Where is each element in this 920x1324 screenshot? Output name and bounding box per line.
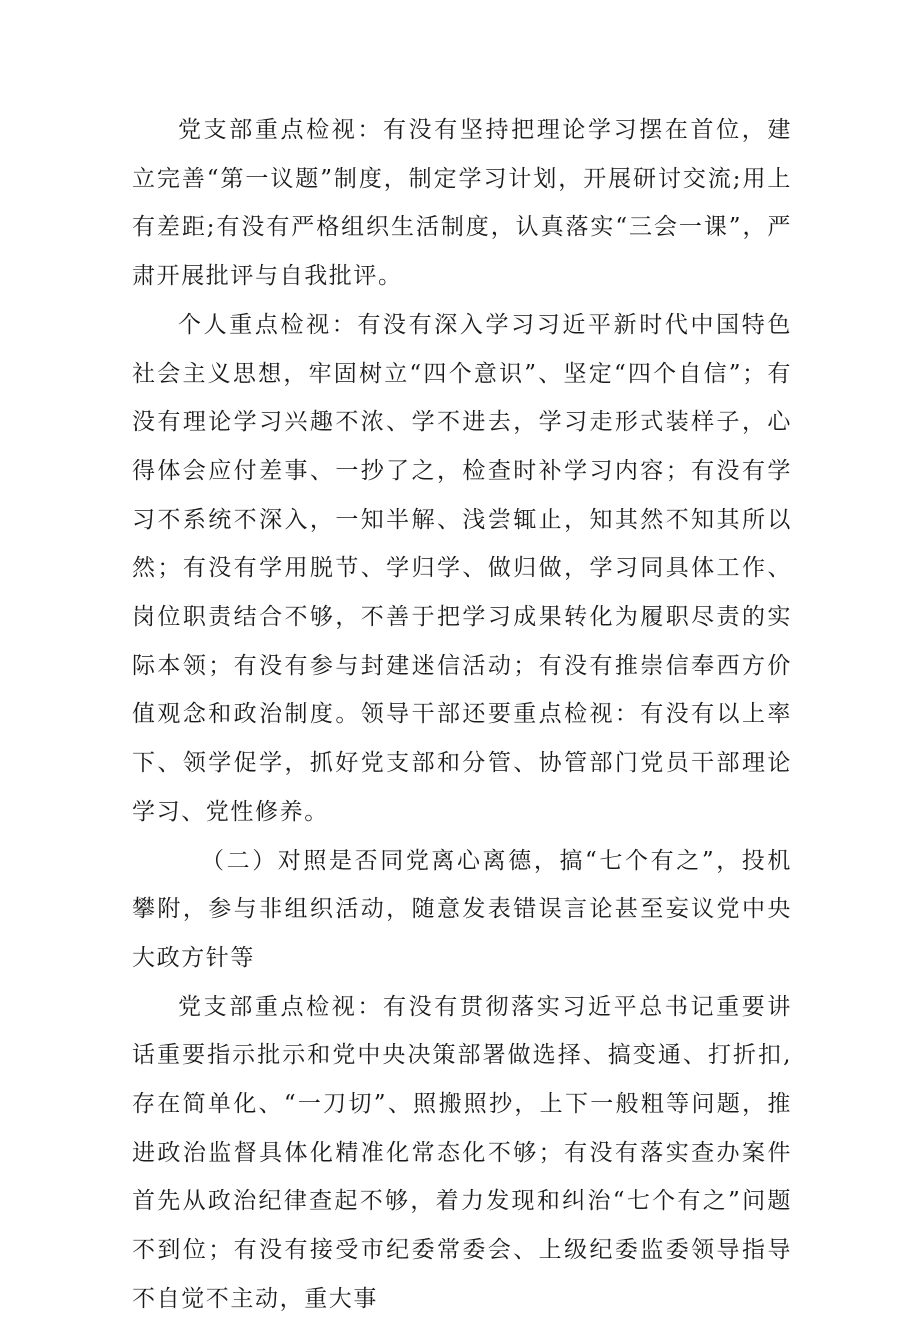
paragraph-branch-review-1: 党支部重点检视：有没有坚持把理论学习摆在首位，建立完善“第一议题”制度，制定学习计划，开展研讨交流;用上有差距;有没有严格组织生活制度，认真落实“三会一课”，严肃开展批评与自我批评。: [132, 117, 792, 290]
section-heading-two: （二）对照是否同党离心离德，搞“七个有之”，投机攀附，参与非组织活动，随意发表错误言论甚至妄议党中央大政方针等: [132, 847, 792, 971]
document-body: [132, 106, 792, 1324]
paragraph-branch-review-2: 党支部重点检视：有没有贯彻落实习近平总书记重要讲话重要指示批示和党中央决策部署做选择、搞变通、打折扣,存在简单化、“一刀切”、照搬照抄，上下一般粗等问题，推进政治监督具体化精准化常态化不够；有没有落实查办案件首先从政治纪律查起不够，着力发现和纠治“七个有之”问题不到位；有没有接受市纪委常委会、上级纪委监委领导指导不自觉不主动，重大事: [132, 993, 792, 1312]
paragraph-personal-review: 个人重点检视：有没有深入学习习近平新时代中国特色社会主义思想，牢固树立“四个意识”、坚定“四个自信”；有没有理论学习兴趣不浓、学不进去，学习走形式装样子，心得体会应付差事、一抄了之，检查时补学习内容；有没有学习不系统不深入，一知半解、浅尝辄止，知其然不知其所以然；有没有学用脱节、学归学、做归做，学习同具体工作、岗位职责结合不够，不善于把学习成果转化为履职尽责的实际本领；有没有参与封建迷信活动；有没有推崇信奉西方价值观念和政治制度。领导干部还要重点检视：有没有以上率下、领学促学，抓好党支部和分管、协管部门党员干部理论学习、党性修养。: [132, 311, 792, 825]
